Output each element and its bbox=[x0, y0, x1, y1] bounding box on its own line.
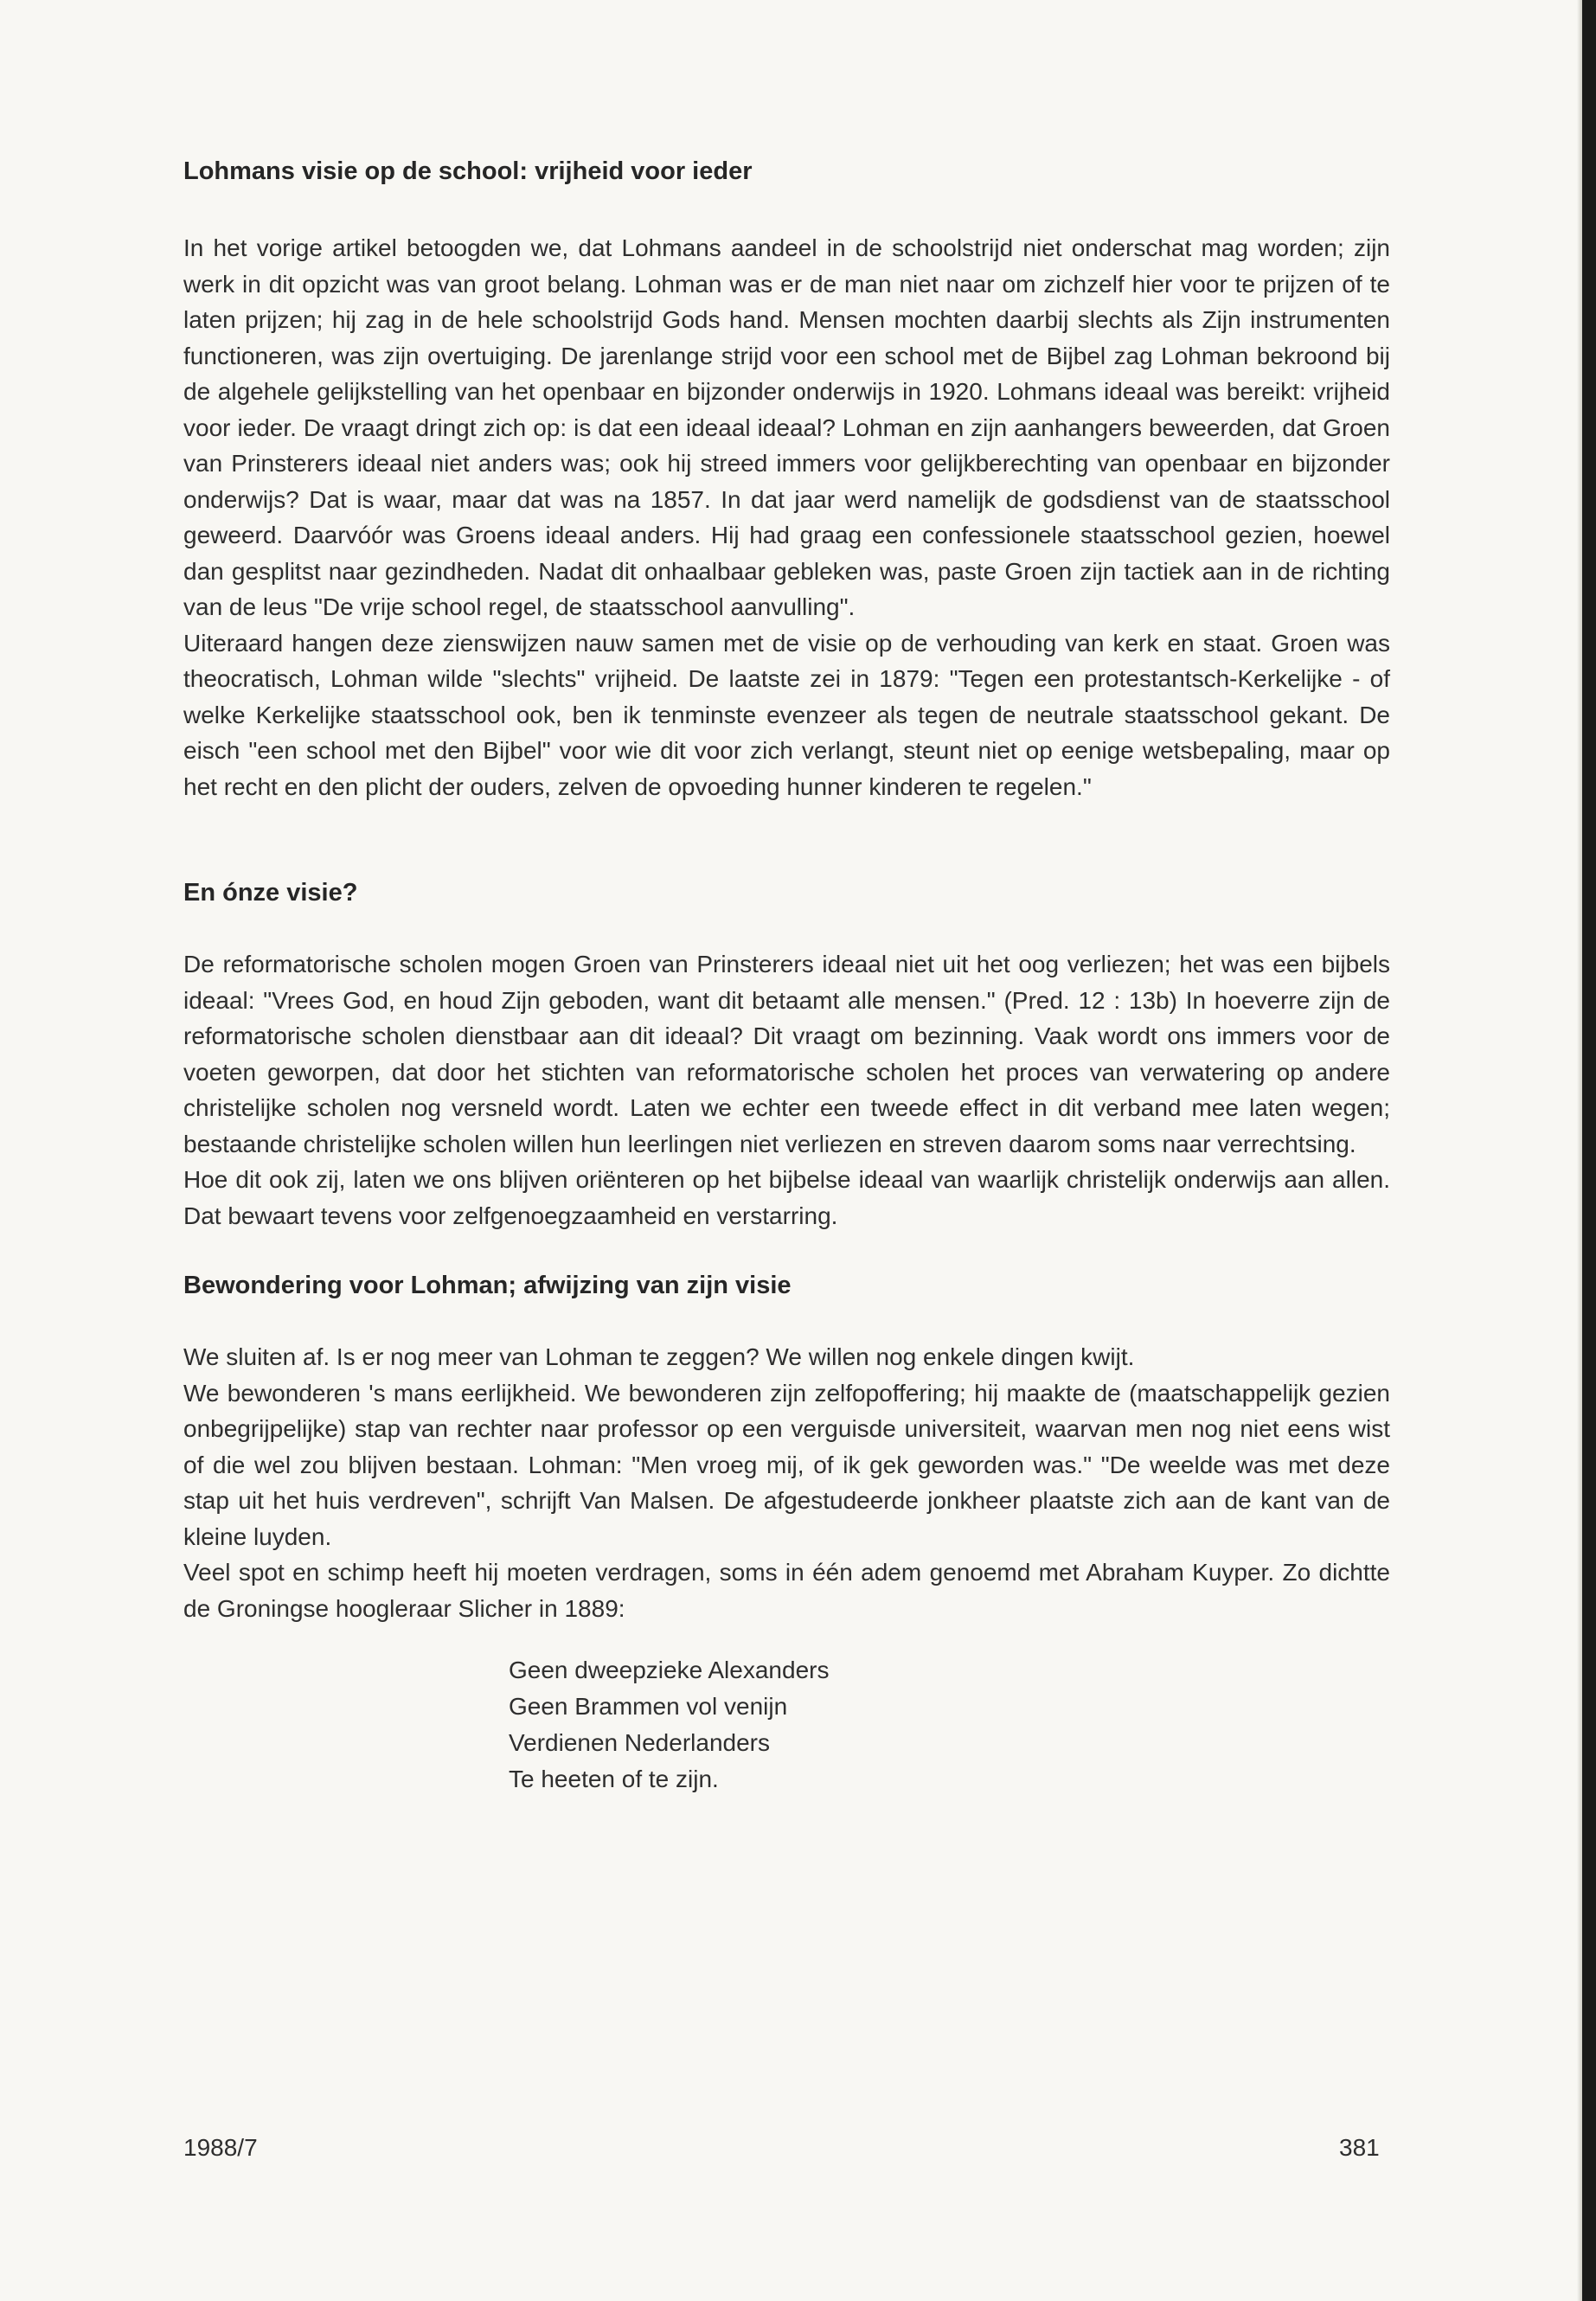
poem-line: Te heeten of te zijn. bbox=[509, 1766, 719, 1792]
paragraph: Veel spot en schimp heeft hij moeten verdragen, soms in één adem genoemd met Abraham Kuyper. Zo dichtte de Groningse hoogleraar Slicher in 1889: bbox=[183, 1559, 1390, 1622]
poem-line: Geen Brammen vol venijn bbox=[509, 1693, 788, 1720]
page-number: 381 bbox=[1339, 2134, 1380, 2161]
paragraph: In het vorige artikel betoogden we, dat Lohmans aandeel in de schoolstrijd niet onderschat mag worden; zijn werk in dit opzicht was van groot belang. Lohman was er de man niet naar om zichzelf hier voor te prijzen of te laten prijzen; hij zag in de hele schoolstrijd Gods hand. Mensen mochten daarbij slechts als Zijn instrumenten functioneren, was zijn overtuiging. De jarenlange strijd voor een school met de Bijbel zag Lohman bekroond bij de algehele gelijkstelling van het openbaar en bijzonder onderwijs in 1920. Lohmans ideaal was bereikt: vrijheid voor ieder. De vraagt dringt zich op: is dat een ideaal ideaal? Lohman en zijn aanhangers beweerden, dat Groen van Prinsterers ideaal niet anders was; ook hij streed immers voor gelijkberechting van openbaar en bijzonder onderwijs? Dat is waar, maar dat was na 1857. In dat jaar werd namelijk de godsdienst van de staatsschool geweerd. Daarvóór was Groens ideaal anders. Hij had graag een confessionele staatsschool gezien, hoewel dan gesplitst naar gezindheden. Nadat dit onhaalbaar gebleken was, paste Groen zijn tactiek aan in de richting van de leus "De vrije school regel, de staatsschool aanvulling". bbox=[183, 234, 1390, 620]
poem-line: Geen dweepzieke Alexanders bbox=[509, 1657, 830, 1683]
poem-line: Verdienen Nederlanders bbox=[509, 1729, 770, 1756]
poem-quote bbox=[509, 1652, 1390, 1798]
paragraph: Hoe dit ook zij, laten we ons blijven oriënteren op het bijbelse ideaal van waarlijk christelijk onderwijs aan allen. Dat bewaart tevens voor zelfgenoegzaamheid en verstarring. bbox=[183, 1166, 1390, 1229]
paragraph: We bewonderen 's mans eerlijkheid. We bewonderen zijn zelfopoffering; hij maakte de (maatschappelijk gezien onbegrijpelijke) stap van rechter naar professor op een verguisde universiteit, waarvan men nog niet eens wist of die wel zou blijven bestaan. Lohman: "Men vroeg mij, of ik gek geworden was." "De weelde was met deze stap uit het huis verdreven", schrijft Van Malsen. De afgestudeerde jonkheer plaatste zich aan de kant van de kleine luyden. bbox=[183, 1379, 1390, 1550]
section-heading-bewondering: Bewondering voor Lohman; afwijzing van zijn visie bbox=[183, 1272, 792, 1299]
section-heading-onze-visie: En ónze visie? bbox=[183, 879, 358, 907]
section-heading-lohmans-visie: Lohmans visie op de school: vrijheid voor ieder bbox=[183, 157, 753, 185]
page-edge-border bbox=[1582, 0, 1596, 2301]
article-body bbox=[183, 149, 1390, 1798]
issue-number: 1988/7 bbox=[183, 2134, 258, 2161]
paragraph: De reformatorische scholen mogen Groen van Prinsterers ideaal niet uit het oog verliezen; het was een bijbels ideaal: "Vrees God, en houd Zijn geboden, want dit betaamt alle mensen." (Pred. 12 : 13b) In hoeverre zijn de reformatorische scholen dienstbaar aan dit ideaal? Dit vraagt om bezinning. Vaak wordt ons immers voor de voeten geworpen, dat door het stichten van reformatorische scholen het proces van verwatering op andere christelijke scholen nog versneld wordt. Laten we echter een tweede effect in dit verband mee laten wegen; bestaande christelijke scholen willen hun leerlingen niet verliezen en streven daarom soms naar verrechtsing. bbox=[183, 951, 1390, 1157]
paragraph: We sluiten af. Is er nog meer van Lohman te zeggen? We willen nog enkele dingen kwijt. bbox=[183, 1343, 1135, 1370]
paragraph: Uiteraard hangen deze zienswijzen nauw samen met de visie op de verhouding van kerk en staat. Groen was theocratisch, Lohman wilde "slechts" vrijheid. De laatste zei in 1879: "Tegen een protestantsch-Kerkelijke - of welke Kerkelijke staatsschool ook, ben ik tenminste evenzeer als tegen de neutrale staatsschool gekant. De eisch "een school met den Bijbel" voor wie dit voor zich verlangt, steunt niet op eenige wetsbepaling, maar op het recht en den plicht der ouders, zelven de opvoeding hunner kinderen te regelen." bbox=[183, 629, 1390, 800]
